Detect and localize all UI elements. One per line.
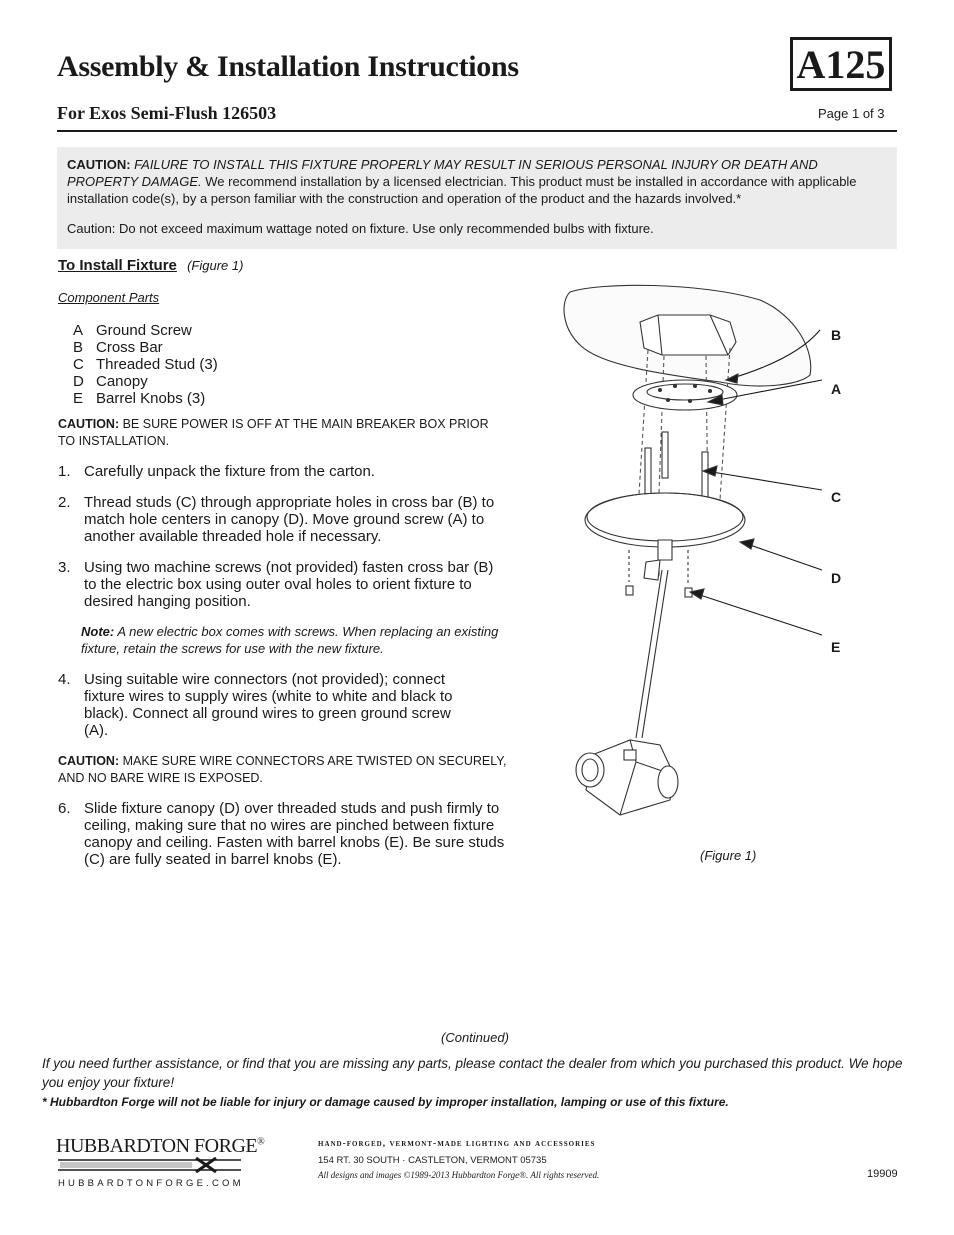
parts-list: [73, 322, 508, 407]
liability-text: * Hubbardton Forge will not be liable for injury or damage caused by improper installation, lamping or use of this fixture.: [42, 1095, 729, 1109]
step-item: 3. Using two machine screws (not provided) fasten cross bar (B) to the electric box using outer oval holes to orient fixture to desired hanging position.: [58, 559, 494, 610]
threaded-stud: [702, 452, 708, 498]
company-address: 154 RT. 30 SOUTH · CASTLETON, VERMONT 05735: [318, 1155, 547, 1166]
caution-paragraph: [67, 156, 887, 207]
canopy: [585, 493, 745, 547]
wire-caution: CAUTION: MAKE SURE WIRE CONNECTORS ARE TWISTED ON SECURELY, AND NO BARE WIRE IS EXPOSED.: [58, 754, 507, 785]
screws-note: Note: A new electric box comes with screws. When replacing an existing fixture, retain the screws for use with the new fixture.: [81, 624, 499, 656]
page-number: Page 1 of 3: [818, 106, 885, 121]
list-item: E Barrel Knobs (3): [73, 390, 206, 407]
threaded-stud: [645, 448, 651, 494]
section-title: To Install Fixture: [58, 257, 177, 274]
instructions-column: [58, 257, 508, 868]
figure-caption: (Figure 1): [700, 848, 757, 863]
electrical-box: [640, 315, 736, 355]
document-number: 19909: [867, 1168, 898, 1180]
power-caution: CAUTION: BE SURE POWER IS OFF AT THE MAIN BREAKER BOX PRIOR TO INSTALLATION.: [58, 417, 489, 448]
list-item: C Threaded Stud (3): [73, 356, 218, 373]
section-heading: [58, 257, 508, 274]
step-item: 2. Thread studs (C) through appropriate holes in cross bar (B) to match hole centers in canopy (D). Move ground screw (A) to another available threaded hole if necessary.: [58, 494, 495, 545]
threaded-stud: [662, 432, 668, 478]
components-heading: Component Parts: [58, 290, 160, 305]
barrel-knob: [626, 586, 633, 595]
caution-text: We recommend installation by a licensed electrician. This product must be installed in accordance with applicable installation code(s), by a person familiar with the construction and operation of the product and the hazards involved.*: [67, 174, 857, 206]
figure-reference: (Figure 1): [187, 258, 244, 273]
brand-logo: HUBBARDTON FORGE®: [56, 1135, 265, 1157]
brand-website: HUBBARDTONFORGE.COM: [58, 1178, 244, 1189]
steps-list: [58, 463, 508, 610]
step-item: 6. Slide fixture canopy (D) over threaded studs and push firmly to ceiling, making sure that no wires are pinched between fixture canopy and ceiling. Fasten with barrel knobs (E). Be sure studs (C) are fully seated in barrel knobs (E).: [58, 800, 505, 868]
list-item: B Cross Bar: [73, 339, 163, 356]
continued-label: (Continued): [441, 1030, 509, 1045]
lamp-socket-right: [658, 766, 678, 798]
brand-tagline: hand-forged, vermont-made lighting and accessories: [318, 1139, 596, 1149]
list-item: A Ground Screw: [73, 322, 192, 339]
list-item: D Canopy: [73, 373, 148, 390]
callout-d: D: [831, 570, 842, 586]
wattage-caution: Caution: Do not exceed maximum wattage noted on fixture. Use only recommended bulbs with fixture.: [67, 221, 654, 236]
callout-a: A: [831, 381, 842, 397]
caution-italic-text: FAILURE TO INSTALL THIS FIXTURE PROPERLY MAY RESULT IN SERIOUS PERSONAL INJURY OR DEATH AND PROPERTY DAMAGE.: [67, 157, 818, 189]
callout-b: B: [831, 327, 842, 343]
callout-e: E: [831, 639, 841, 655]
document-code-box: [790, 37, 892, 91]
lamp-socket-left: [576, 753, 604, 787]
steps-list: [58, 671, 508, 739]
step-item: 1. Carefully unpack the fixture from the carton.: [58, 463, 375, 480]
assistance-text: If you need further assistance, or find that you are missing any parts, please contact the dealer from which you purchased this product. We hope you enjoy your fixture!: [42, 1056, 903, 1090]
brand-crossed-hammers-icon: [56, 1157, 246, 1173]
page-subtitle: For Exos Semi-Flush 126503: [57, 103, 277, 123]
caution-box: [57, 147, 897, 249]
document-code: A125: [796, 41, 886, 87]
fixture-stem: [658, 540, 672, 560]
steps-list: [58, 800, 508, 868]
copyright-notice: All designs and images ©1989-2013 Hubbardton Forge®. All rights reserved.: [318, 1170, 600, 1180]
header-divider: [57, 130, 897, 132]
page-title: Assembly & Installation Instructions: [57, 50, 519, 83]
callout-c: C: [831, 489, 842, 505]
caution-label: CAUTION:: [67, 157, 131, 172]
fixture-exploded-diagram: [540, 270, 880, 840]
step-item: 4. Using suitable wire connectors (not provided); connect fixture wires to supply wires (white to white and black to black). Connect all ground wires to green ground screw (A).: [58, 671, 453, 739]
